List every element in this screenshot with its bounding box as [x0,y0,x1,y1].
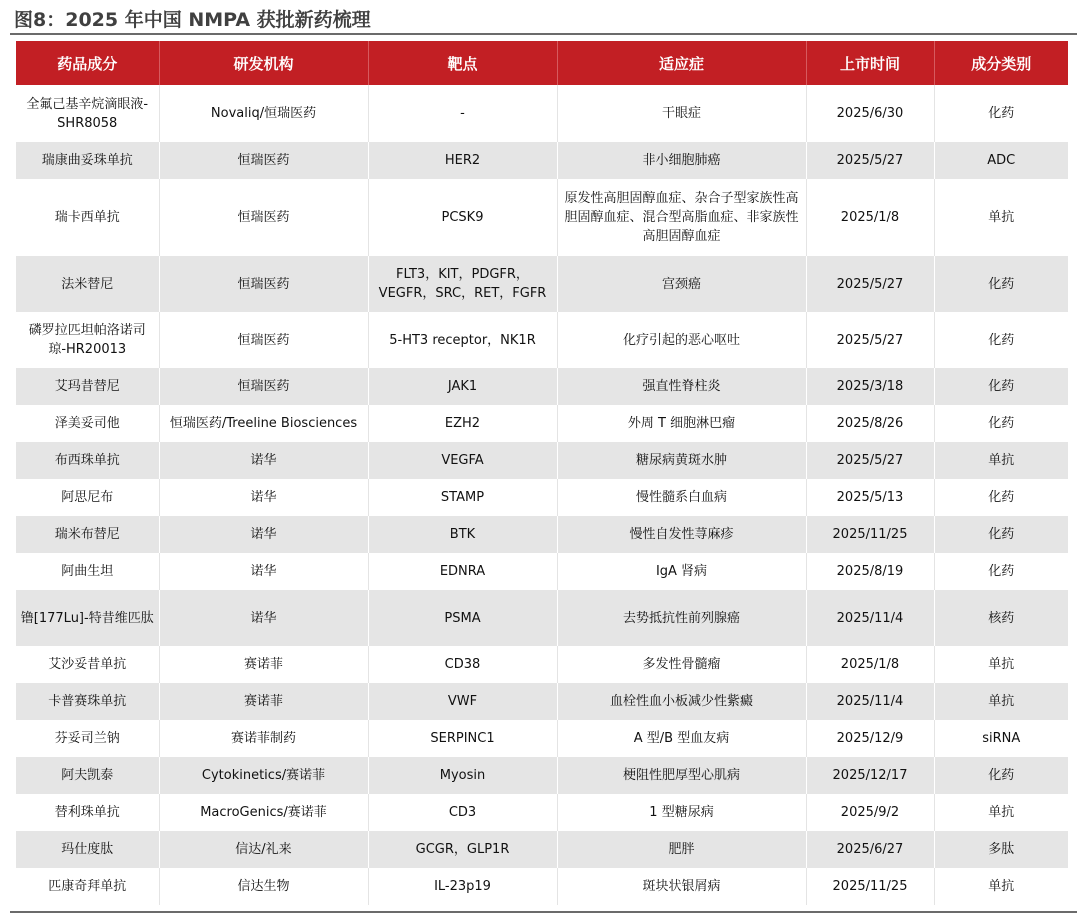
cell-indication: 慢性自发性荨麻疹 [557,516,806,553]
table-row [16,646,1068,683]
cell-developer: 赛诺菲制药 [159,720,368,757]
cell-date: 2025/5/27 [806,442,934,479]
table-row [16,179,1068,256]
cell-category: 化药 [934,479,1068,516]
cell-drug: 泽美妥司他 [16,405,159,442]
cell-developer: 恒瑞医药 [159,368,368,405]
cell-date: 2025/8/26 [806,405,934,442]
cell-indication: 去势抵抗性前列腺癌 [557,590,806,646]
cell-target: STAMP [368,479,557,516]
cell-developer: 信达生物 [159,868,368,905]
cell-drug: 布西珠单抗 [16,442,159,479]
table-row [16,794,1068,831]
cell-date: 2025/3/18 [806,368,934,405]
cell-drug: 法米替尼 [16,256,159,312]
cell-target: VEGFA [368,442,557,479]
cell-target: IL-23p19 [368,868,557,905]
cell-category: siRNA [934,720,1068,757]
table-row [16,516,1068,553]
cell-date: 2025/5/27 [806,256,934,312]
table-row [16,256,1068,312]
cell-indication: 外周 T 细胞淋巴瘤 [557,405,806,442]
cell-date: 2025/1/8 [806,646,934,683]
cell-indication: 斑块状银屑病 [557,868,806,905]
cell-developer: Novaliq/恒瑞医药 [159,85,368,142]
table-row [16,683,1068,720]
cell-indication: 糖尿病黄斑水肿 [557,442,806,479]
cell-target: SERPINC1 [368,720,557,757]
cell-category: 核药 [934,590,1068,646]
cell-developer: 恒瑞医药 [159,312,368,368]
cell-developer: Cytokinetics/赛诺菲 [159,757,368,794]
cell-indication: 干眼症 [557,85,806,142]
cell-drug: 卡普赛珠单抗 [16,683,159,720]
cell-drug: 匹康奇拜单抗 [16,868,159,905]
cell-drug: 瑞卡西单抗 [16,179,159,256]
cell-developer: 诺华 [159,479,368,516]
cell-indication: 强直性脊柱炎 [557,368,806,405]
cell-drug: 瑞米布替尼 [16,516,159,553]
cell-indication: 宫颈癌 [557,256,806,312]
cell-developer: 赛诺菲 [159,646,368,683]
table-row [16,590,1068,646]
cell-indication: 化疗引起的恶心呕吐 [557,312,806,368]
cell-date: 2025/5/13 [806,479,934,516]
table-row [16,85,1068,142]
cell-date: 2025/1/8 [806,179,934,256]
cell-date: 2025/12/9 [806,720,934,757]
header-category: 成分类别 [934,41,1068,85]
cell-developer: 恒瑞医药 [159,142,368,179]
cell-indication: 肥胖 [557,831,806,868]
cell-target: 5-HT3 receptor，NK1R [368,312,557,368]
cell-category: 单抗 [934,868,1068,905]
cell-category: 化药 [934,757,1068,794]
cell-developer: 赛诺菲 [159,683,368,720]
cell-date: 2025/11/4 [806,683,934,720]
table-row [16,757,1068,794]
cell-drug: 阿曲生坦 [16,553,159,590]
cell-target: VWF [368,683,557,720]
cell-date: 2025/5/27 [806,142,934,179]
cell-target: GCGR，GLP1R [368,831,557,868]
cell-category: 化药 [934,516,1068,553]
cell-target: JAK1 [368,368,557,405]
cell-date: 2025/8/19 [806,553,934,590]
header-developer: 研发机构 [159,41,368,85]
table-row [16,368,1068,405]
cell-target: BTK [368,516,557,553]
cell-developer: 恒瑞医药 [159,179,368,256]
cell-drug: 瑞康曲妥珠单抗 [16,142,159,179]
cell-drug: 阿夫凯泰 [16,757,159,794]
cell-indication: A 型/B 型血友病 [557,720,806,757]
cell-developer: 恒瑞医药 [159,256,368,312]
bottom-divider [10,911,1077,913]
cell-target: EDNRA [368,553,557,590]
cell-developer: 恒瑞医药/Treeline Biosciences [159,405,368,442]
cell-indication: 梗阻性肥厚型心肌病 [557,757,806,794]
cell-drug: 磷罗拉匹坦帕洛诺司琼-HR20013 [16,312,159,368]
cell-indication: 慢性髓系白血病 [557,479,806,516]
cell-developer: 诺华 [159,590,368,646]
cell-date: 2025/11/25 [806,516,934,553]
cell-drug: 全氟己基辛烷滴眼液-SHR8058 [16,85,159,142]
cell-category: 化药 [934,312,1068,368]
cell-date: 2025/11/4 [806,590,934,646]
cell-date: 2025/12/17 [806,757,934,794]
cell-indication: IgA 肾病 [557,553,806,590]
figure-title: 图8：2025 年中国 NMPA 获批新药梳理 [14,9,371,31]
table-row [16,442,1068,479]
cell-category: ADC [934,142,1068,179]
cell-target: - [368,85,557,142]
cell-indication: 原发性高胆固醇血症、杂合子型家族性高胆固醇血症、混合型高脂血症、非家族性高胆固醇血症 [557,179,806,256]
cell-category: 单抗 [934,683,1068,720]
cell-category: 多肽 [934,831,1068,868]
cell-target: EZH2 [368,405,557,442]
cell-category: 化药 [934,553,1068,590]
cell-category: 化药 [934,85,1068,142]
table-row [16,831,1068,868]
table-row [16,720,1068,757]
title-divider [10,33,1077,35]
header-indication: 适应症 [557,41,806,85]
cell-category: 单抗 [934,794,1068,831]
cell-target: CD3 [368,794,557,831]
cell-target: Myosin [368,757,557,794]
table-row [16,868,1068,905]
cell-developer: 诺华 [159,516,368,553]
cell-drug: 芬妥司兰钠 [16,720,159,757]
cell-category: 单抗 [934,442,1068,479]
cell-drug: 艾玛昔替尼 [16,368,159,405]
cell-category: 化药 [934,368,1068,405]
cell-target: FLT3，KIT，PDGFR，VEGFR，SRC，RET，FGFR [368,256,557,312]
cell-target: HER2 [368,142,557,179]
cell-indication: 非小细胞肺癌 [557,142,806,179]
cell-category: 化药 [934,256,1068,312]
cell-target: PCSK9 [368,179,557,256]
cell-drug: 替利珠单抗 [16,794,159,831]
cell-date: 2025/11/25 [806,868,934,905]
cell-drug: 镥[177Lu]-特昔维匹肽 [16,590,159,646]
cell-indication: 1 型糖尿病 [557,794,806,831]
cell-target: PSMA [368,590,557,646]
cell-date: 2025/6/30 [806,85,934,142]
cell-developer: 诺华 [159,442,368,479]
cell-drug: 艾沙妥昔单抗 [16,646,159,683]
cell-drug: 阿思尼布 [16,479,159,516]
cell-developer: MacroGenics/赛诺菲 [159,794,368,831]
table-header-row [16,41,1068,85]
header-target: 靶点 [368,41,557,85]
cell-category: 单抗 [934,179,1068,256]
cell-date: 2025/6/27 [806,831,934,868]
cell-indication: 血栓性血小板减少性紫癜 [557,683,806,720]
cell-target: CD38 [368,646,557,683]
approvals-table [16,41,1068,905]
cell-date: 2025/5/27 [806,312,934,368]
header-drug-component: 药品成分 [16,41,159,85]
table-row [16,142,1068,179]
table-row [16,479,1068,516]
cell-drug: 玛仕度肽 [16,831,159,868]
cell-date: 2025/9/2 [806,794,934,831]
cell-developer: 诺华 [159,553,368,590]
cell-indication: 多发性骨髓瘤 [557,646,806,683]
table-row [16,405,1068,442]
table-row [16,553,1068,590]
table-row [16,312,1068,368]
header-launch-date: 上市时间 [806,41,934,85]
cell-category: 单抗 [934,646,1068,683]
cell-developer: 信达/礼来 [159,831,368,868]
cell-category: 化药 [934,405,1068,442]
